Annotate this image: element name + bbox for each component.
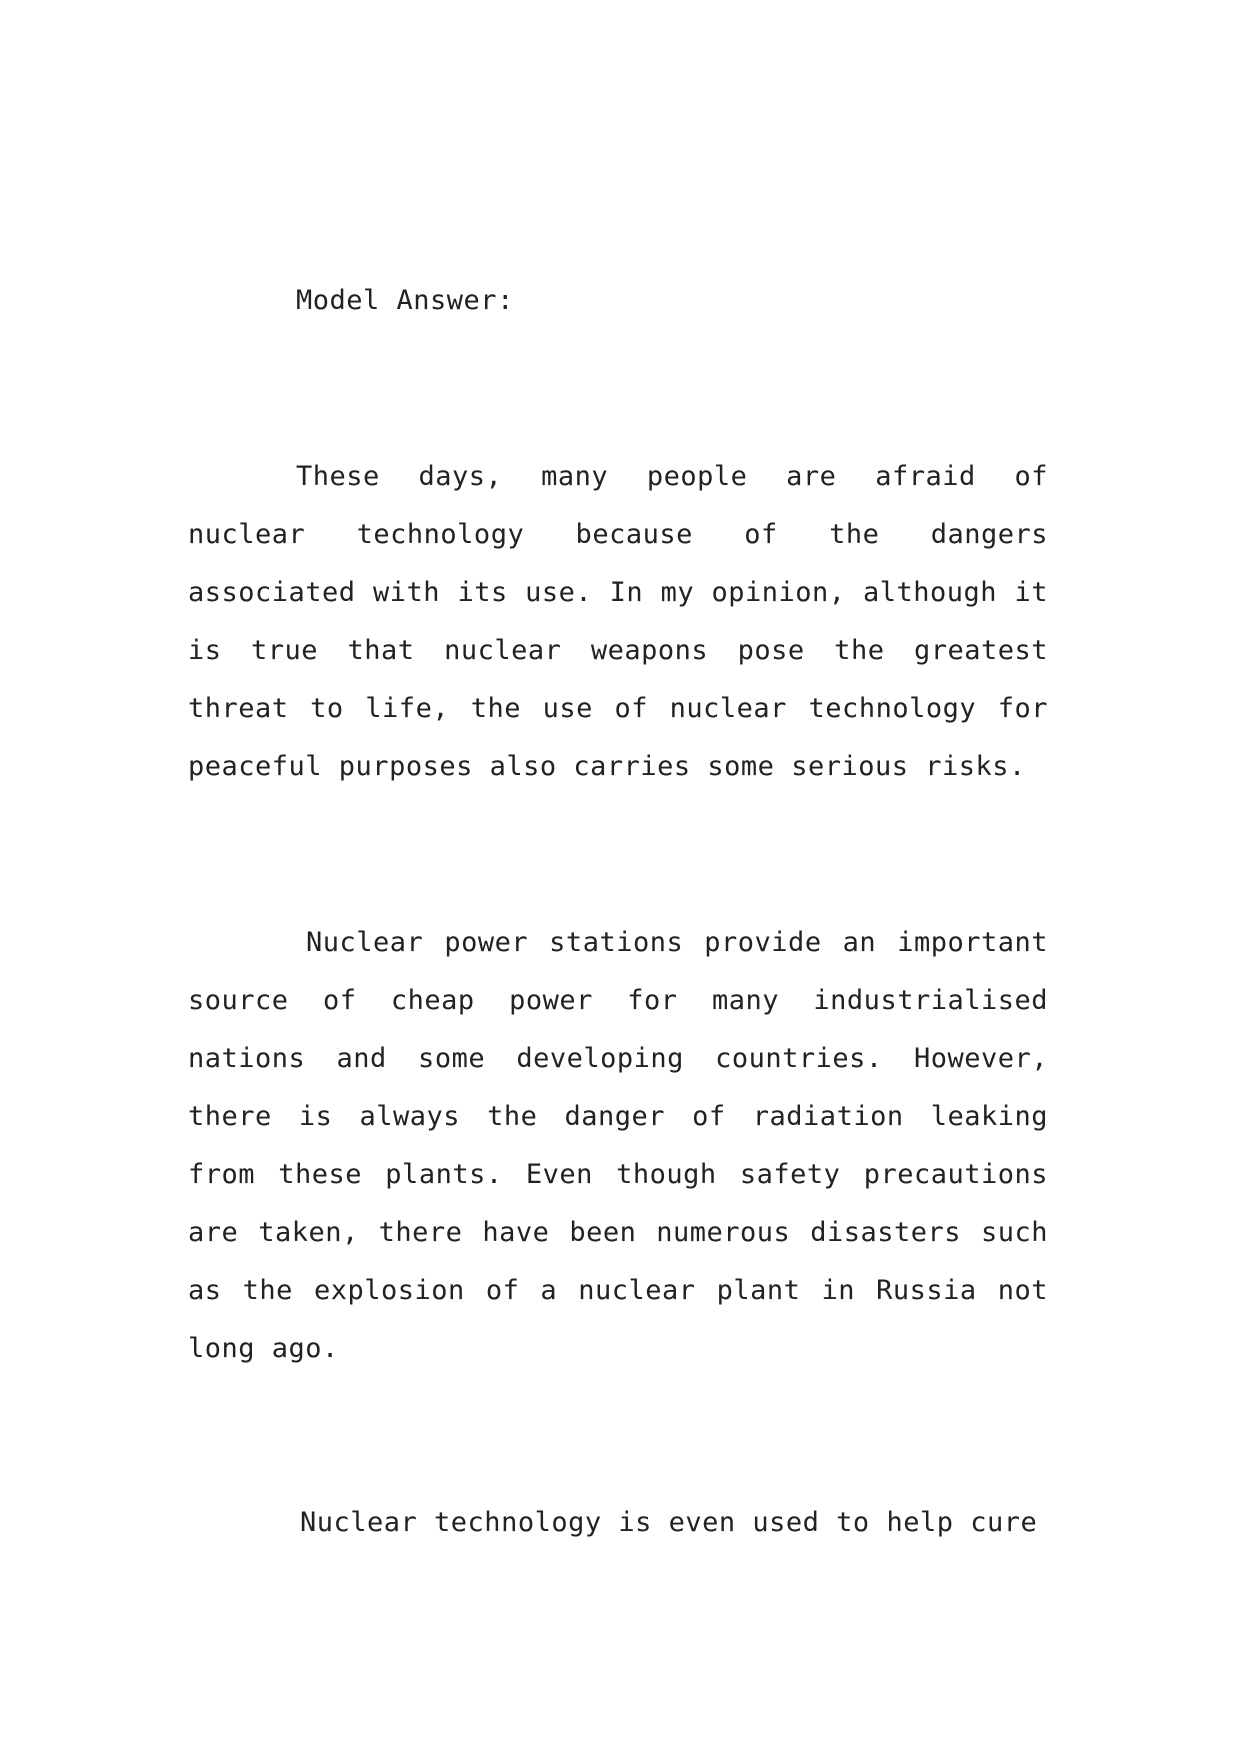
model-answer-heading: Model Answer: xyxy=(296,285,514,316)
paragraph-introduction: These days, many people are afraid of nuclear technology because of the dangers associated with its use. In my opinion, although it is true that nuclear weapons pose the greatest threat to life, the use of nuclear technology for peaceful purposes also carries some serious risks. xyxy=(188,461,1048,782)
paragraph-nuclear-medicine: Nuclear technology is even used to help cure xyxy=(300,1507,1038,1538)
paragraph-nuclear-power-stations: Nuclear power stations provide an important source of cheap power for many industrialised nations and some developing countries. However, there is always the danger of radiation leaking from these plants. Even though safety precautions are taken, there have been numerous disasters such as the explosion of a nuclear plant in Russia not long ago. xyxy=(188,927,1048,1364)
